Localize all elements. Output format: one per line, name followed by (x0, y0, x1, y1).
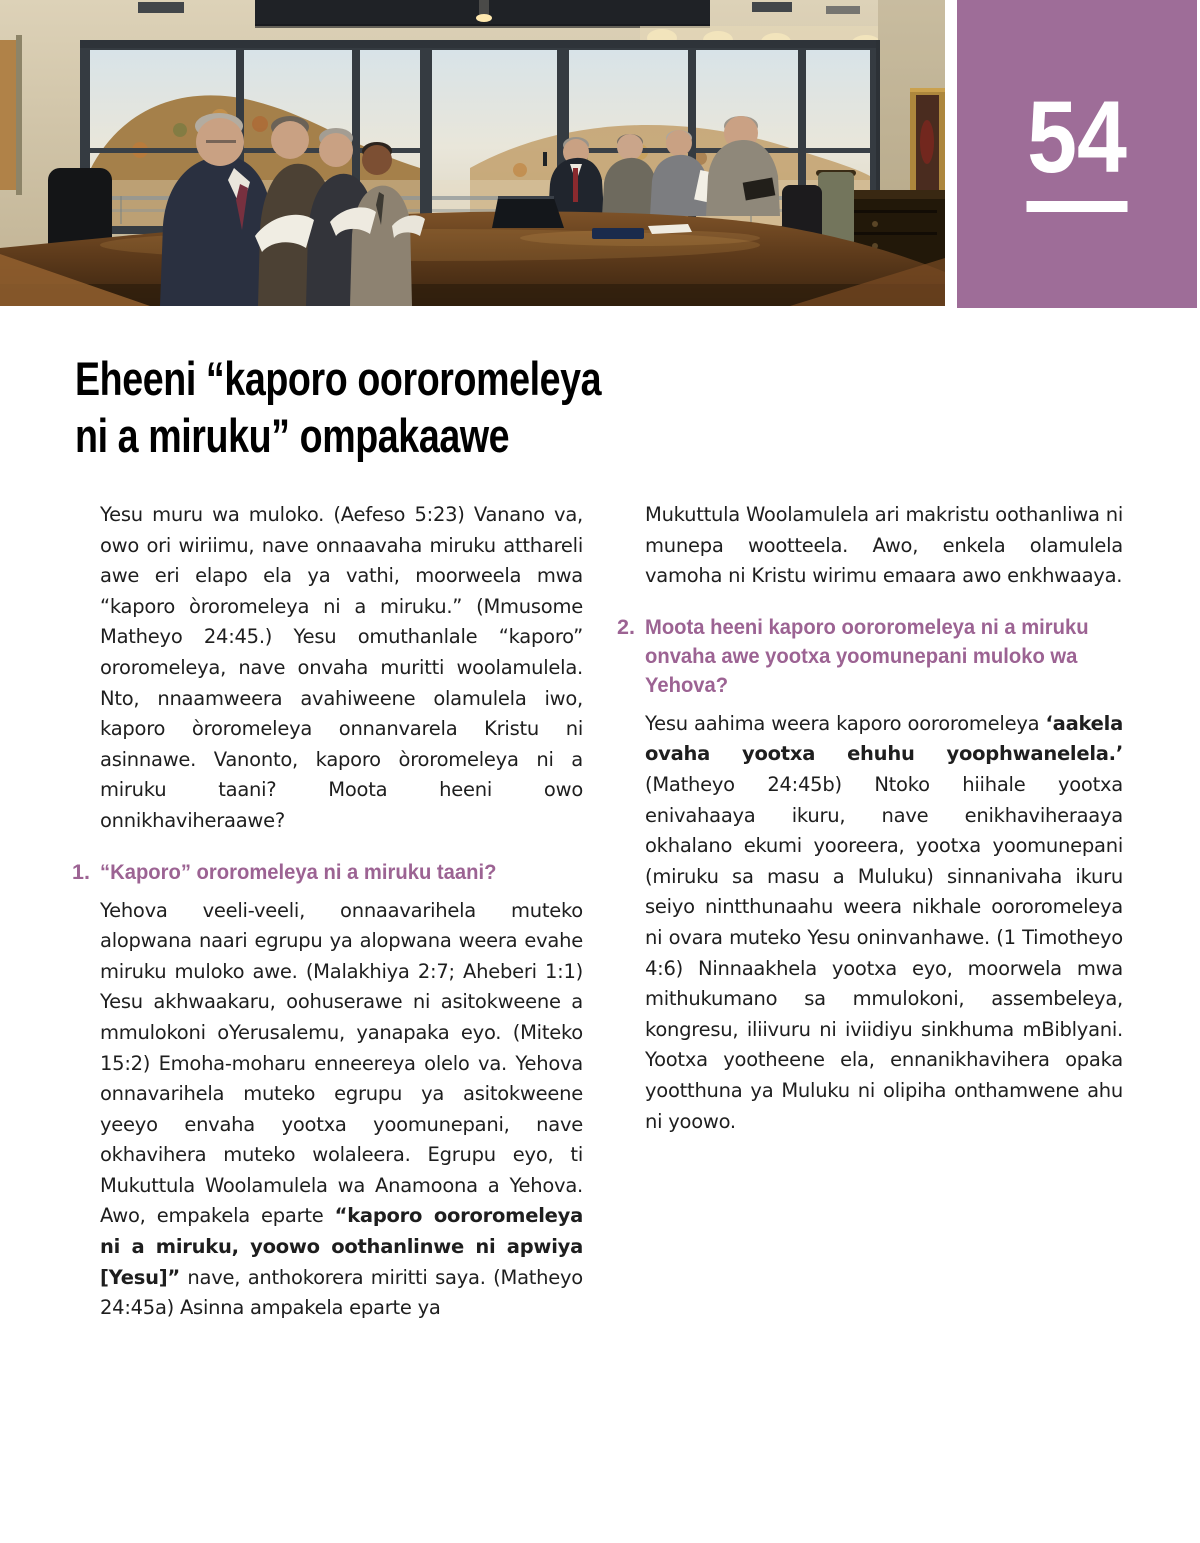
q2-segment-regular-1: Yesu aahima weera kaporo oororomeleya (645, 711, 1046, 735)
question-1 (72, 858, 583, 1324)
question-1-heading: “Kaporo” ororomeleya ni a miruku taani? (100, 859, 497, 884)
q1-segment-bold: “kaporo oororomeleya ni a miruku, yoowo oothanlinwe ni apwiya [Yesu]” (100, 1204, 583, 1289)
q2-segment-bold: ‘aakela ovaha yootxa ehuhu yoophwanelela.’ (645, 711, 1123, 766)
question-2-paragraph (645, 709, 1123, 1137)
article-title-line-2: ni a miruku” ompakaawe (75, 409, 510, 462)
q2-segment-regular-2: (Matheyo 24:45b) Ntoko hiihale yootxa enivahaaya ikuru, nave enikhaviheraaya okhalano ekumi yooreera, yootxa yoomunepani (miruku sa masu a Muluku) sinnanivaha ikuru seiyo nintthunaahu weera nikhale oororomeleya ni ovara muteko Yesu oninvanhawe. (1 Timotheyo 4:6) Ninnaakhela yootxa eyo, moorwela mwa mithukumano sa mmulokoni, assembeleya, kongresu, iliivuru ni iviidiyu sinkhuma mBiblyani. Yootxa yootheene ela, ennanikhavihera opaka yootthuna ya Muluku ni olipiha onthamwene ahu ni yoowo. (645, 772, 1123, 1133)
q1-segment-regular-1: Yehova veeli-veeli, onnaavarihela muteko alopwana naari egrupu ya alopwana weera evahe miruku muloko awe. (Malakhiya 2:7; Aheberi 1:1) Yesu akhwaakaru, oohuserawe ni asitokweene a mmulokoni oYerusalemu, yanapaka eyo. (Miteko 15:2) Emoha-moharu enneereya olelo va. Yehova onnavarihela muteko egrupu ya asitokweene yeeyo envaha yootxa yoomunepani, nave okhavihera muteko wolaleera. Egrupu eyo, ti Mukuttula Woolamulela wa Anamoona a Yehova. Awo, empakela eparte (100, 898, 583, 1228)
intro-paragraph: Yesu muru wa muloko. (Aefeso 5:23) Vanano va, owo ori wiriimu, nave onnaavaha miruku atthareli awe eri elapo ela ya vathi, moorweela mwa “kaporo òroromeleya ni a miruku.” (Mmusome Matheyo 24:45.) Yesu omuthanlale “kaporo” ororomeleya, nave onvaha muritti woolamulela. Nto, nnaamweera avahiweene olamulela iwo, kaporo òroromeleya onnanvarela Kristu ni asinnawe. Vanonto, kaporo òroromeleya ni a miruku taani? Moota heeni owo onnikhaviheraawe? (100, 503, 583, 832)
question-1-paragraph-continuation: Mukuttula Woolamulela ari makristu oothanliwa ni munepa wootteela. Awo, enkela olamulela vamoha ni Kristu wirimu emaara awo enkhwaaya. (645, 503, 1123, 588)
q1-segment-regular-2: nave, anthokorera miritti saya. (Matheyo 24:45a) Asinna ampakela eparte ya (100, 1265, 583, 1320)
lesson-number: 54 (1027, 80, 1127, 194)
column-left (72, 500, 583, 1324)
lesson-number-underline (1027, 201, 1128, 212)
question-2-number: 2. (617, 614, 635, 639)
conference-photo-illustration (0, 0, 945, 306)
conference-room-photo (0, 0, 945, 306)
question-2 (617, 613, 1123, 1137)
lesson-number-badge (957, 0, 1197, 308)
column-right (617, 500, 1123, 1324)
question-2-heading: Moota heeni kaporo oororomeleya ni a miruku onvaha awe yootxa yoomunepani muloko wa Yehova? (645, 614, 1089, 697)
article-title (75, 350, 601, 464)
question-1-paragraph (100, 896, 583, 1324)
article-body (72, 500, 1125, 1324)
article-title-line-1: Eheeni “kaporo oororomeleya (75, 352, 602, 405)
question-1-number: 1. (72, 859, 90, 884)
